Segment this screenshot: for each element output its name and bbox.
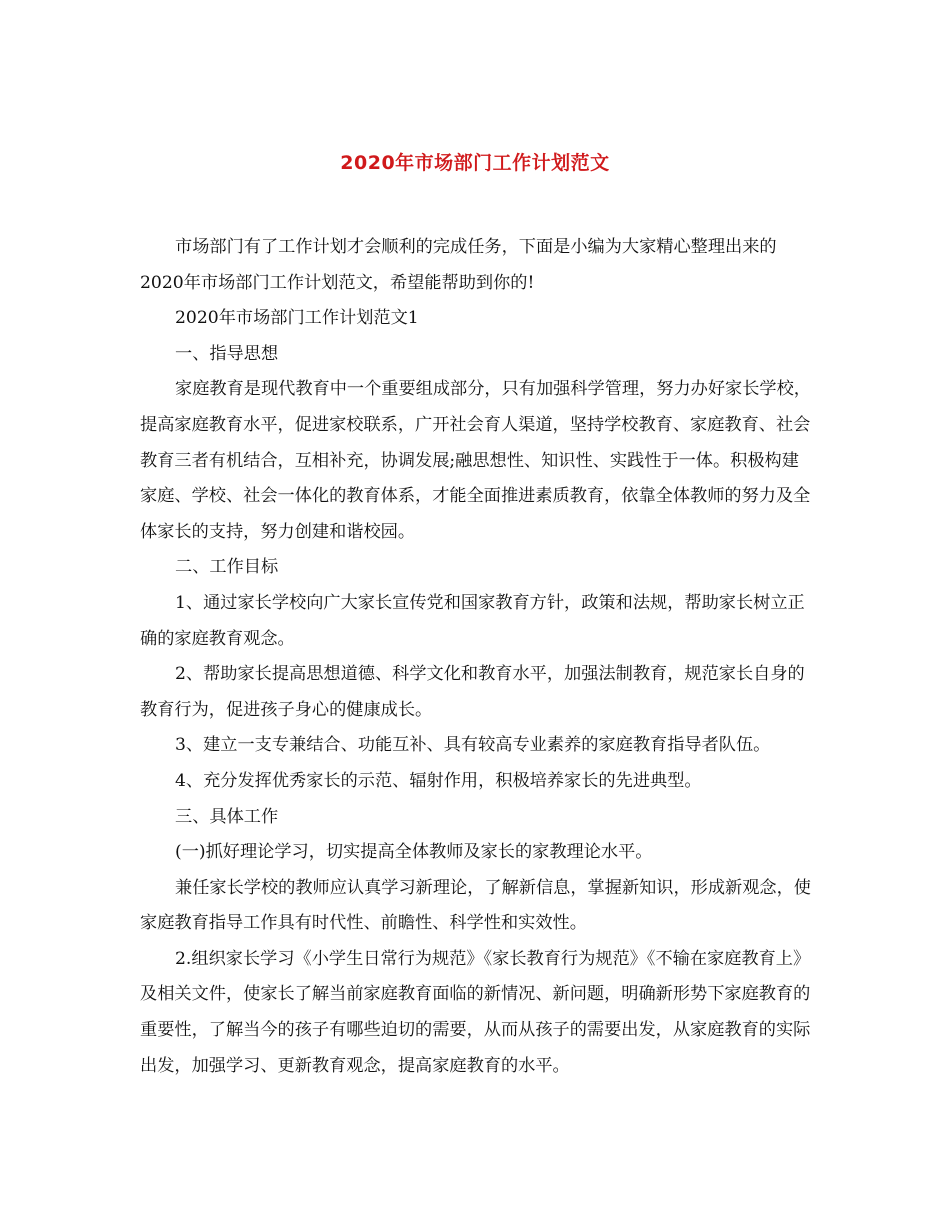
document-title: 2020年市场部门工作计划范文 [340,152,610,174]
goal-item-4: 4、充分发挥优秀家长的示范、辐射作用，积极培养家长的先进典型。 [175,770,702,791]
heading-guiding-thought: 一、指导思想 [175,343,279,364]
work-item-1: (一)抓好理论学习，切实提高全体教师及家长的家教理论水平。 [175,842,653,863]
goal-item-2: 2、帮助家长提高思想道德、科学文化和教育水平，加强法制教育，规范家长自身的教育行为，促进孩子身心的健康成长。 [140,664,805,720]
document-body [140,230,816,1084]
section-title: 2020年市场部门工作计划范文1 [175,308,419,329]
work-item-2: 2.组织家长学习《小学生日常行为规范》《家长教育行为规范》《不输在家庭教育上》及相关文件，使家长了解当前家庭教育面临的新情况、新问题，明确新形势下家庭教育的重要性，了解当今的孩子有哪些迫切的需要，从而从孩子的需要出发，从家庭教育的实际出发，加强学习、更新教育观念，提高家庭教育的水平。 [140,948,811,1076]
work-paragraph-teachers: 兼任家长学校的教师应认真学习新理论，了解新信息，掌握新知识，形成新观念，使家庭教育指导工作具有时代性、前瞻性、科学性和实效性。 [140,877,811,934]
intro-paragraph: 市场部门有了工作计划才会顺利的完成任务，下面是小编为大家精心整理出来的2020年市场部门工作计划范文，希望能帮助到你的! [140,237,777,293]
goal-item-3: 3、建立一支专兼结合、功能互补、具有较高专业素养的家庭教育指导者队伍。 [175,735,771,756]
goal-item-1: 1、通过家长学校向广大家长宣传党和国家教育方针，政策和法规，帮助家长树立正确的家庭教育观念。 [140,592,805,649]
paragraph-family-education: 家庭教育是现代教育中一个重要组成部分，只有加强科学管理，努力办好家长学校，提高家庭教育水平，促进家校联系，广开社会育人渠道，坚持学校教育、家庭教育、社会教育三者有机结合，互相补充，协调发展;融思想性、知识性、实践性于一体。积极构建家庭、学校、社会一体化的教育体系，才能全面推进素质教育，依靠全体教师的努力及全体家长的支持，努力创建和谐校园。 [140,379,811,542]
heading-specific-work: 三、具体工作 [175,806,279,827]
heading-work-goals: 二、工作目标 [175,557,279,578]
